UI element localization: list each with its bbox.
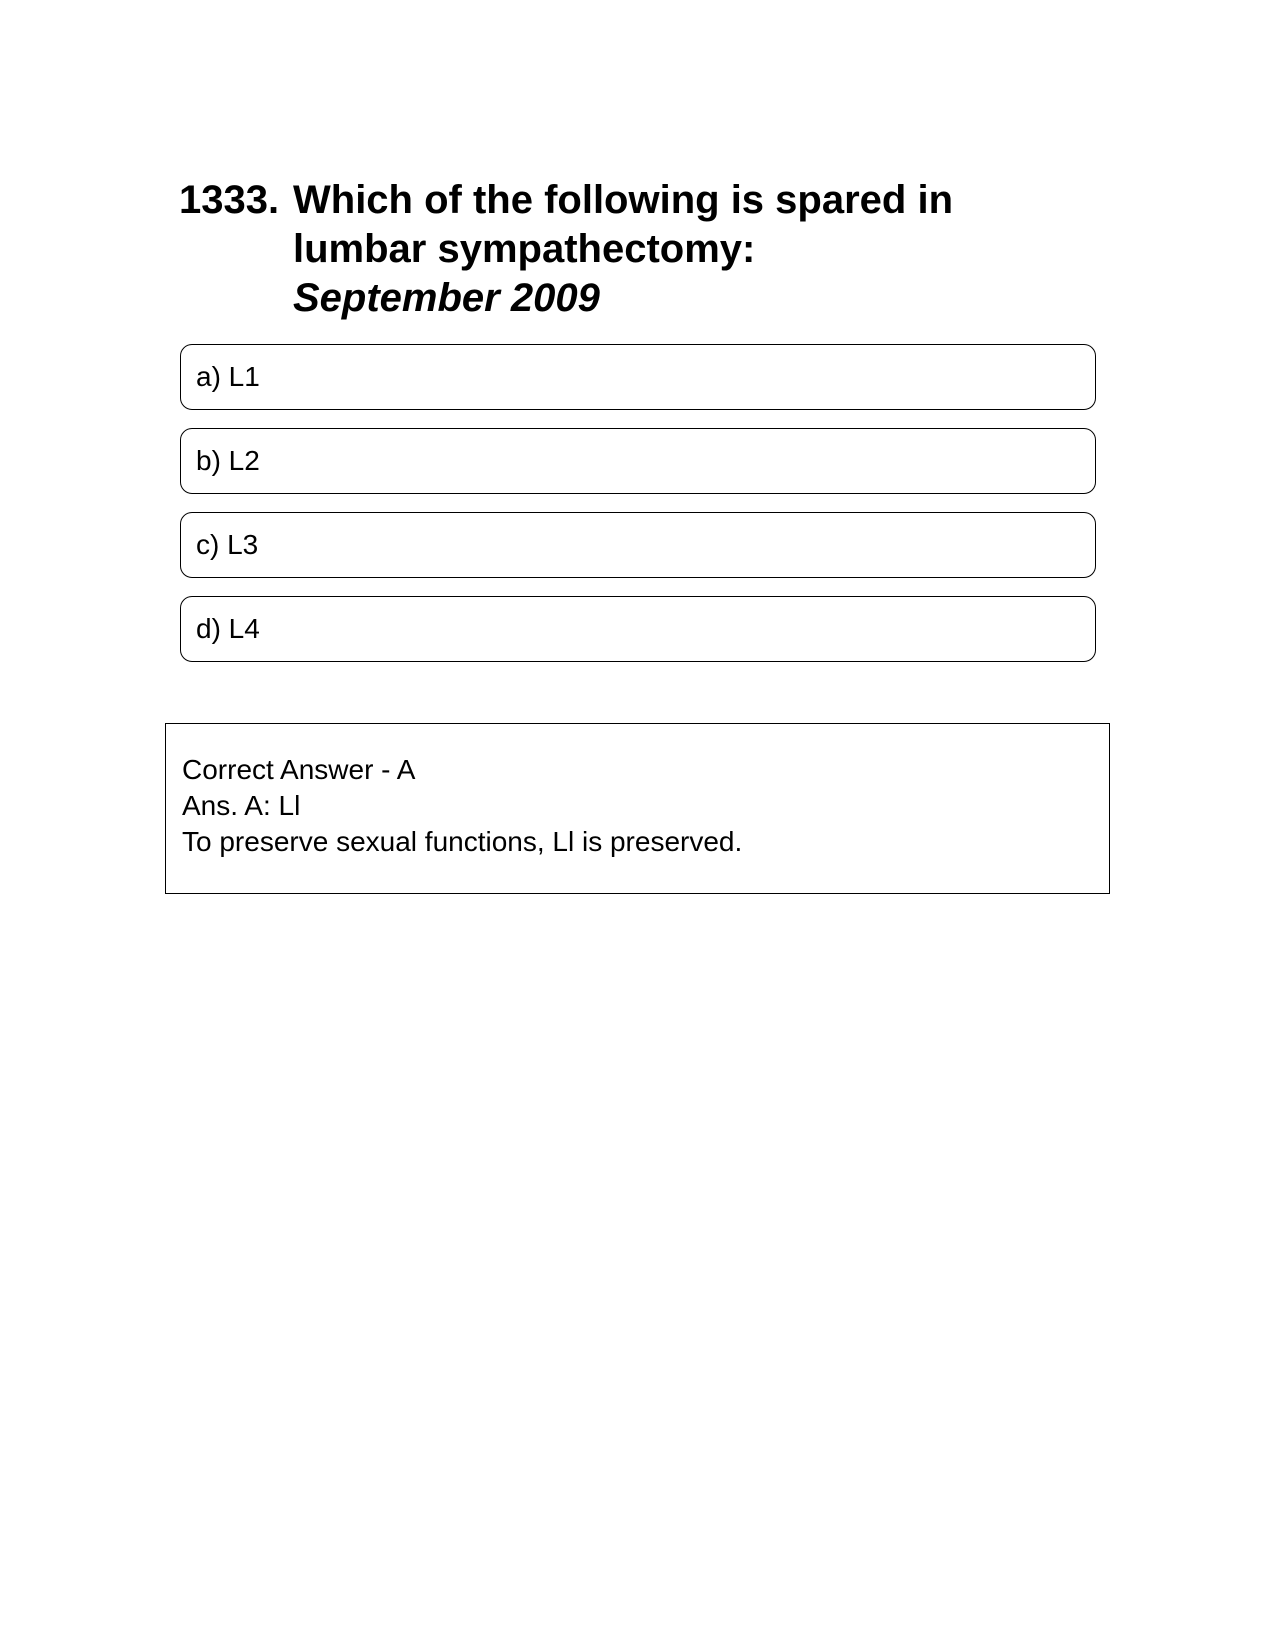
option-a[interactable]: a) L1 [180,344,1096,410]
answer-box [165,723,1110,894]
answer-explanation: To preserve sexual functions, Ll is preserved. [182,826,743,857]
option-d[interactable]: d) L4 [180,596,1096,662]
question-text: Which of the following is spared in lumbar sympathectomy: [293,178,953,271]
question-date: September 2009 [293,276,600,320]
question-body [293,176,1079,323]
question-heading [179,176,1079,323]
correct-answer: Correct Answer - A [182,754,416,785]
option-c[interactable]: c) L3 [180,512,1096,578]
option-b[interactable]: b) L2 [180,428,1096,494]
answer-statement: Ans. A: Ll [182,790,301,821]
question-number: 1333. [179,178,280,222]
